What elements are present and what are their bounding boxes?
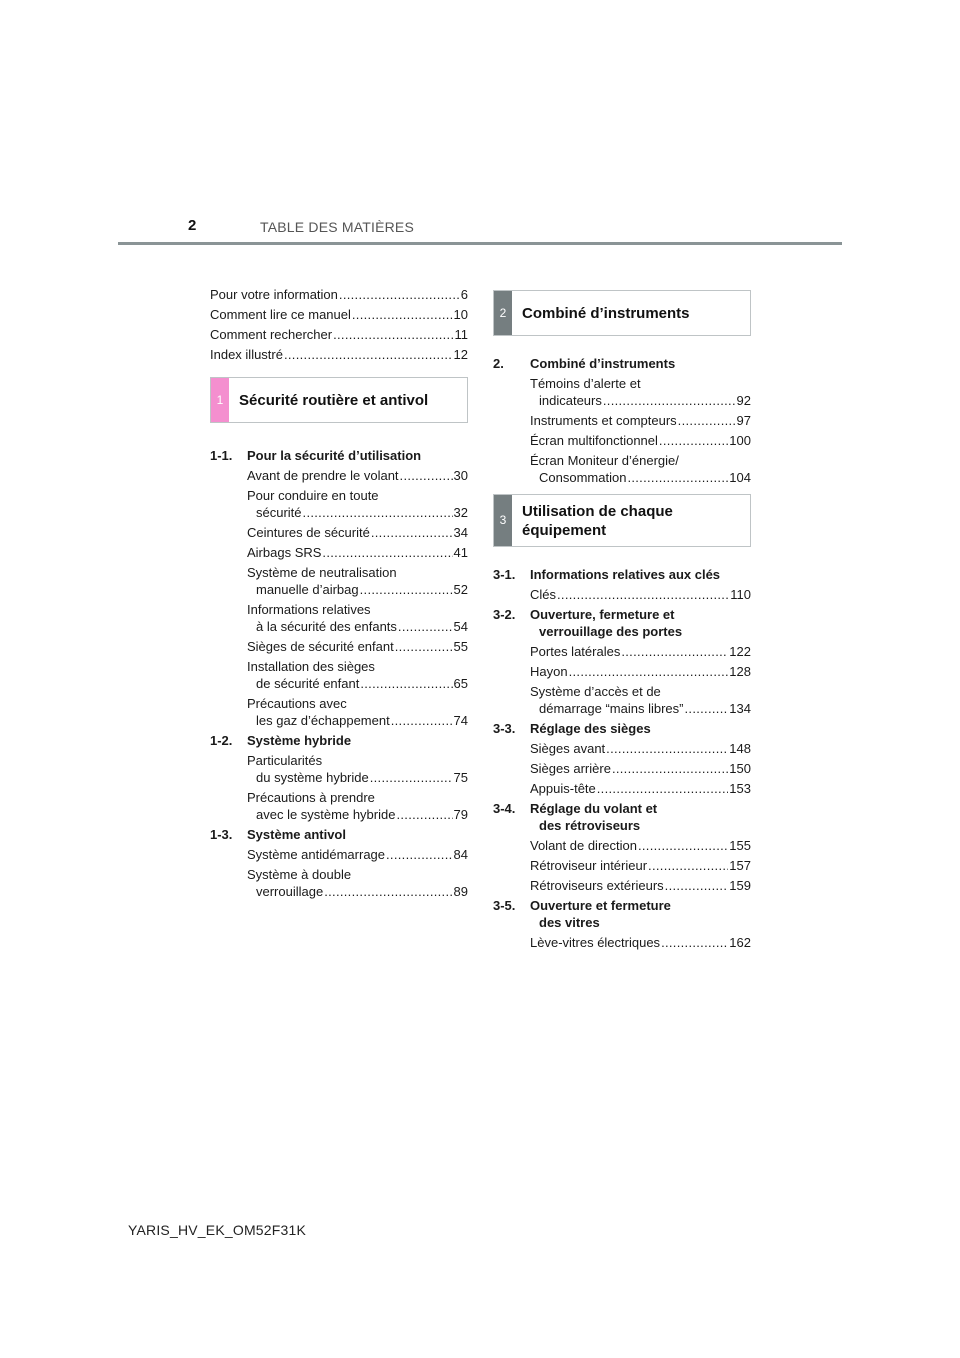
section-heading[interactable]: 1-3. Système antivol	[210, 827, 346, 842]
section-heading[interactable]: 3-2. Ouverture, fermeture et verrouillage des portes	[493, 607, 683, 639]
toc-entry[interactable]: Système d’accès et de démarrage “mains libres” ..... 134	[493, 683, 751, 717]
toc-entry[interactable]: Informations relatives à la sécurité des enfants ..... 54	[210, 601, 468, 635]
toc-entry[interactable]: Sièges de sécurité enfant ..... 55	[210, 638, 468, 655]
section-1-3	[210, 826, 468, 900]
toc-entry[interactable]: Écran multifonctionnel ..... 100	[493, 432, 751, 449]
chapter-1-title: Sécurité routière et antivol	[239, 392, 429, 409]
chapter-2-tab: 2	[494, 291, 512, 335]
toc-entry[interactable]: Airbags SRS ..... 41	[210, 544, 468, 561]
section-heading[interactable]: 3-3. Réglage des sièges	[493, 721, 651, 736]
toc-entry[interactable]: Comment rechercher ..... 11	[210, 326, 468, 343]
toc-entry[interactable]: Rétroviseurs extérieurs ..... 159	[493, 877, 751, 894]
toc-entry[interactable]: Appuis-tête ..... 153	[493, 780, 751, 797]
toc-entry[interactable]: Comment lire ce manuel ..... 10	[210, 306, 468, 323]
section-3-3	[493, 720, 751, 797]
toc-entry[interactable]: Avant de prendre le volant ..... 30	[210, 467, 468, 484]
section-3-1	[493, 566, 751, 603]
page-number: 2	[188, 217, 197, 234]
toc-left-column	[210, 286, 468, 903]
toc-entry[interactable]: Volant de direction ..... 155	[493, 837, 751, 854]
chapter-2-title: Combiné d’instruments	[522, 305, 690, 322]
section-1-1	[210, 447, 468, 729]
toc-entry[interactable]: Système à double verrouillage ..... 89	[210, 866, 468, 900]
section-1-2	[210, 732, 468, 823]
toc-entry[interactable]: Portes latérales ..... 122	[493, 643, 751, 660]
toc-entry[interactable]: Instruments et compteurs ..... 97	[493, 412, 751, 429]
toc-entry[interactable]: Particularités du système hybride ..... 75	[210, 752, 468, 786]
section-heading[interactable]: 3-1. Informations relatives aux clés	[493, 567, 721, 582]
toc-entry[interactable]: Écran Moniteur d’énergie/ Consommation ..... 104	[493, 452, 751, 486]
chapter-1-box[interactable]	[210, 377, 468, 423]
toc-entry[interactable]: Système de neutralisation manuelle d’airbag ..... 52	[210, 564, 468, 598]
toc-entry[interactable]: Sièges avant ..... 148	[493, 740, 751, 757]
header-title: TABLE DES MATIÈRES	[260, 219, 415, 235]
chapter-3-tab: 3	[494, 495, 512, 546]
chapter-1-tab: 1	[211, 378, 229, 422]
chapter-3-title: Utilisation de chaque équipement	[522, 503, 673, 539]
toc-entry[interactable]: Clés ..... 110	[493, 586, 751, 603]
toc-right-column	[493, 290, 751, 954]
section-3-2	[493, 606, 751, 717]
section-heading[interactable]: 2. Combiné d’instruments	[493, 356, 676, 371]
toc-entry[interactable]: Installation des sièges de sécurité enfant ..... 65	[210, 658, 468, 692]
toc-entry[interactable]: Témoins d’alerte et indicateurs ..... 92	[493, 375, 751, 409]
section-2	[493, 355, 751, 486]
toc-entry[interactable]: Précautions à prendre avec le système hybride ..... 79	[210, 789, 468, 823]
page-header	[118, 216, 842, 248]
toc-entry[interactable]: Ceintures de sécurité ..... 34	[210, 524, 468, 541]
toc-entry[interactable]: Système antidémarrage ..... 84	[210, 846, 468, 863]
section-3-5	[493, 897, 751, 951]
section-3-4	[493, 800, 751, 894]
toc-entry[interactable]: Hayon ..... 128	[493, 663, 751, 680]
section-heading[interactable]: 1-2. Système hybride	[210, 733, 352, 748]
toc-entry[interactable]: Rétroviseur intérieur ..... 157	[493, 857, 751, 874]
toc-entry[interactable]: Pour votre information ..... 6	[210, 286, 468, 303]
section-heading[interactable]: 3-4. Réglage du volant et des rétroviseurs	[493, 801, 658, 833]
chapter-3-box[interactable]	[493, 494, 751, 547]
intro-list	[210, 286, 468, 363]
section-heading[interactable]: 3-5. Ouverture et fermeture des vitres	[493, 898, 671, 930]
toc-entry[interactable]: Précautions avec les gaz d’échappement ..... 74	[210, 695, 468, 729]
document-code: YARIS_HV_EK_OM52F31K	[128, 1222, 307, 1238]
chapter-2-box[interactable]	[493, 290, 751, 336]
toc-entry[interactable]: Sièges arrière ..... 150	[493, 760, 751, 777]
header-rule	[118, 242, 842, 245]
section-heading[interactable]: 1-1. Pour la sécurité d’utilisation	[210, 448, 422, 463]
toc-entry[interactable]: Pour conduire en toute sécurité ..... 32	[210, 487, 468, 521]
toc-entry[interactable]: Lève-vitres électriques ..... 162	[493, 934, 751, 951]
toc-entry[interactable]: Index illustré ..... 12	[210, 346, 468, 363]
